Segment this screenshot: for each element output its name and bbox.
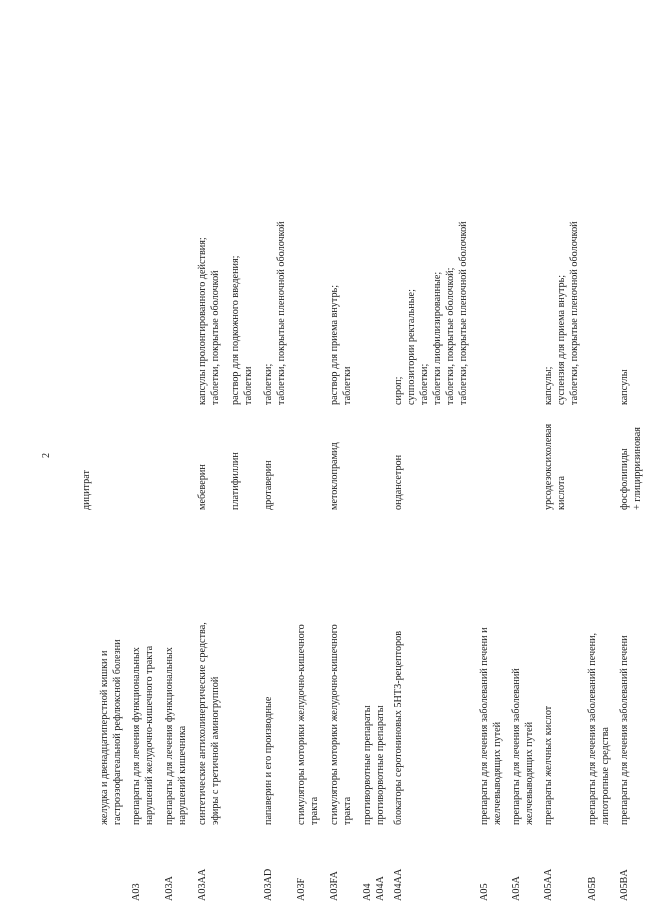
table-code-cell: A03A [164,876,175,901]
table-drug-cell: дротаверин [263,460,274,510]
table-drug-cell: кислота [556,475,567,510]
table-name-cell: препараты для лечения заболеваний [511,668,522,825]
table-code-cell: A05AA [543,868,554,901]
table-name-cell: синтетические антихолинергические средства, [197,622,208,825]
table-form-cell: сироп; [393,376,404,405]
table-name-cell: нарушений кишечника [177,725,188,825]
table-name-cell: стимуляторы моторики желудочно-кишечного [296,624,307,825]
table-name-cell: препараты желчных кислот [543,705,554,825]
table-code-cell: A03FA [329,871,340,901]
table-code-cell: A05 [479,883,490,901]
table-code-cell: A05A [511,876,522,901]
table-form-cell: таблетки, покрытые оболочкой; [445,267,456,405]
table-drug-cell: урсодезоксихолевая [543,423,554,510]
table-code-cell: A04AA [393,868,404,901]
table-drug-cell: ондансетрон [393,454,404,510]
table-code-cell: A03AA [197,868,208,901]
page-number: 2 [41,452,52,458]
table-code-cell: A03AD [263,868,274,901]
table-form-cell: таблетки [243,366,254,405]
table-name-cell: желчевыводящих путей [492,721,503,825]
table-name-cell: противорвотные препараты [375,705,386,825]
table-form-cell: таблетки лиофилизированные; [432,271,443,405]
table-drug-cell: фосфолипиды [619,448,630,510]
table-name-cell: папаверин и его производные [263,696,274,825]
table-code-cell: A03F [296,877,307,901]
table-name-cell: эфиры с третичной аминогруппой [210,676,221,825]
table-name-cell: гастроэзофагеальной рефлюксной болезни [112,639,123,825]
table-name-cell: желудка и двенадцатиперстной кишки и [99,650,110,825]
table-drug-cell: метоклопрамид [329,442,340,510]
table-name-cell: препараты для лечения функциональных [164,647,175,825]
table-code-cell: A04 [362,883,373,901]
table-code-cell: A04A [375,876,386,901]
table-name-cell: противорвотные препараты [362,705,373,825]
table-name-cell: блокаторы серотониновых 5HT3-рецепторов [393,630,404,825]
table-form-cell: таблетки; [419,363,430,405]
table-name-cell: желчевыводящих путей [524,721,535,825]
table-form-cell: раствор для подкожного введения; [230,255,241,405]
table-form-cell: капсулы [619,369,630,405]
table-form-cell: суппозитории ректальные; [406,289,417,405]
drug-name-continued: дицитрат [81,470,92,510]
table-form-cell: капсулы; [543,366,554,405]
table-form-cell: таблетки [342,366,353,405]
table-form-cell: таблетки, покрытые пленочной оболочкой [569,221,580,405]
table-code-cell: A05BA [619,869,630,901]
table-form-cell: раствор для приема внутрь; [329,284,340,405]
table-form-cell: таблетки, покрытые оболочкой [210,270,221,405]
table-drug-cell: + глицирризиновая [632,427,643,510]
table-code-cell: A05B [587,876,598,901]
table-name-cell: препараты для лечения заболеваний печени, [587,632,598,825]
table-name-cell: препараты для лечения заболеваний печени [619,635,630,825]
table-code-cell: A03 [131,883,142,901]
table-form-cell: таблетки, покрытые пленочной оболочкой [276,221,287,405]
table-name-cell: препараты для лечения заболеваний печени и [479,627,490,825]
table-name-cell: тракта [342,796,353,825]
table-form-cell: капсулы пролонгированного действия; [197,237,208,405]
table-name-cell: нарушений желудочно-кишечного тракта [144,645,155,825]
table-name-cell: стимуляторы моторики желудочно-кишечного [329,624,340,825]
table-name-cell: препараты для лечения функциональных [131,647,142,825]
table-drug-cell: платифиллин [230,452,241,510]
table-form-cell: суспензия для приема внутрь; [556,274,567,405]
table-drug-cell: мебеверин [197,464,208,510]
table-form-cell: таблетки, покрытые пленочной оболочкой [458,221,469,405]
table-name-cell: липотропные средства [600,727,611,825]
table-form-cell: таблетки; [263,363,274,405]
table-name-cell: тракта [309,796,320,825]
